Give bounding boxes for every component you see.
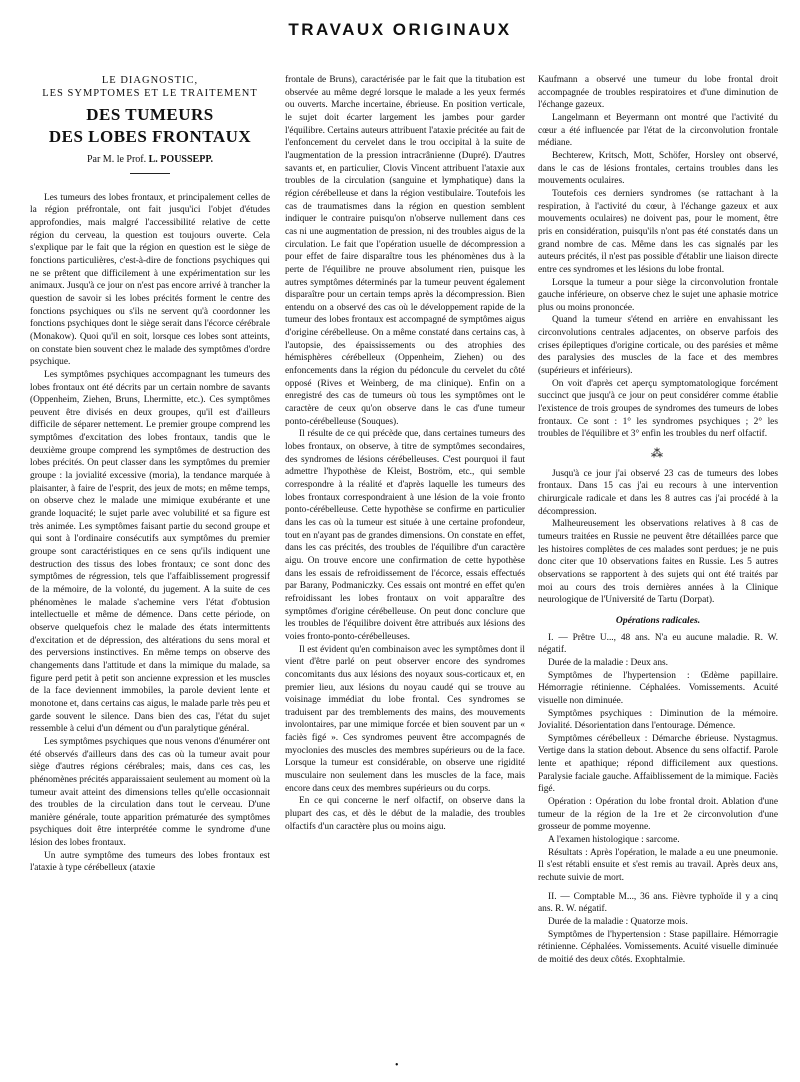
- subheading-radical-operations: Opérations radicales.: [615, 614, 701, 626]
- paragraph: Les symptômes psychiques que nous venons d'énumérer ont été observés d'ailleurs dans des cas où la tumeur avait pour siège d'autres régions cérébrales; mais, dans ces cas, les phénomènes précités apparaissaient seulement au moment où la tumeur avait atteint des dimensions telles qu'elle occasionnait des troubles de la circulation dans tout le cerveau. D'une manière générale, toute apparition prématurée des symptômes psychiques doit être interprétée comme le syndrome d'une lésion des lobes frontaux.: [30, 736, 270, 849]
- case-line: Résultats : Après l'opération, le malade a eu une pneumonie. Il s'est rétabli ensuite et s'est remis au travail. Après deux ans, rechute suivie de mort.: [538, 847, 778, 884]
- case-line: Symptômes psychiques : Diminution de la mémoire. Jovialité. Désorientation dans l'entourage. Démence.: [538, 708, 778, 732]
- paragraph: Les tumeurs des lobes frontaux, et principalement celles de la région préfrontale, ont fait jusqu'ici l'objet d'études approfondies, mais malgré l'accessibilité relative de cette région du cerveau, la question est toujours ouverte. Cela s'explique par le fait que la région en question est le siège de fonctions particulières, c'est-à-dire de fonctions psychiques qui ne se prêtent que difficilement à une expérimentation sur les animaux. Jusqu'à ce jour on n'est pas encore arrivé à trancher la question de savoir si les lobes précités forment le centre des fonctions psychiques ou s'ils ne servent qu'à coordonner les fonctions psychiques dont le siège serait dans l'écorce cérébrale (Monakow). Quoi qu'il en soit, lorsque ces lobes sont atteints, on constate bien souvent chez le malade des symptômes d'ordre psychique.: [30, 192, 270, 368]
- case-line: Durée de la maladie : Deux ans.: [548, 657, 669, 668]
- paragraph: Bechterew, Kritsch, Mott, Schöfer, Horsley ont observé, dans le cas de lésions frontales, certains troubles dans les mouvements oculaires.: [538, 150, 778, 187]
- kicker-2: LES SYMPTOMES ET LE TRAITEMENT: [42, 88, 258, 99]
- paragraph: Quand la tumeur s'étend en arrière en envahissant les circonvolutions centrales adjacentes, on observe parfois des crises épileptiques d'origine corticale, ou des parésies et même des paralysies des muscles de la face et des membres (supérieurs et inférieurs).: [538, 315, 778, 377]
- case-line: Opération : Opération du lobe frontal droit. Ablation d'une tumeur de la région de la 1re et 2e circonvolution d'une grosseur de pomme moyenne.: [538, 797, 778, 833]
- paragraph: On voit d'après cet aperçu symptomatologique forcément succinct que jusqu'à ce jour on peut considérer comme établie l'existence de trois groupes de syndromes des tumeurs de lobes frontaux. Ce sont : 1° les syndromes psychiques ; 2° les troubles de l'équilibre et 3° enfin les troubles du nerf olfactif.: [538, 378, 778, 440]
- case-line: II. — Comptable M..., 36 ans. Fièvre typhoïde il y a cinq ans. R. W. négatif.: [538, 891, 778, 915]
- title-line-1: DES TUMEURS: [86, 105, 214, 124]
- paragraph: Kaufmann a observé une tumeur du lobe frontal droit accompagnée de troubles respiratoires et d'une diminution de l'échange gazeux.: [538, 75, 778, 111]
- article-title-block: [30, 74, 270, 174]
- running-head: TRAVAUX ORIGINAUX: [288, 20, 512, 39]
- column-1: [30, 74, 270, 1054]
- case-line: I. — Prêtre U..., 48 ans. N'a eu aucune maladie. R. W. négatif.: [538, 632, 778, 656]
- case-2: [538, 891, 778, 967]
- author-prefix: Par M. le Prof.: [86, 154, 147, 165]
- title-line-2: DES LOBES FRONTAUX: [48, 127, 252, 146]
- paragraph: Toutefois ces derniers syndromes (se rattachant à la respiration, à l'activité du cœur, à l'échange gazeux et aux mouvements oculaires) ne doivent pas, pour le moment, être pris en considération, puisqu'ils n'ont pas été constatés dans un grand nombre de cas. Même dans les cas signalés par les auteurs précités, il n'est pas possible d'établir une liaison directe entre ces syndromes et les lésions du lobe frontal.: [538, 188, 778, 275]
- case-line: Symptômes de l'hypertension : Œdème papillaire. Hémorragie rétinienne. Céphalées. Vomissements. Acuité visuelle non diminuée.: [538, 670, 778, 706]
- page-number: •: [395, 1060, 399, 1071]
- column-2: [285, 74, 525, 1054]
- paragraph: Langelmann et Beyermann ont montré que l'activité du cœur a été influencée par l'état de la circonvolution frontale médiane.: [538, 112, 778, 149]
- paragraph: frontale de Bruns), caractérisée par le fait que la titubation est observée au même degré lorsque le malade a les yeux fermés ou ouverts. Marche incertaine, ébrieuse. En position verticale, le sujet doit écarter largement les jambes pour garder l'équilibre. Certains auteurs attribuent l'ataxie précitée au fait de l'enfoncement du cervelet dans le trou occipital à la suite de l'augmentation de la pression intracrânienne (Dupré). D'autres savants et, en particulier, Clovis Vincent attribuent l'ataxie aux troubles de la circulation (sanguine et lymphatique) dans la région cérébelleuse et dans la région vestibulaire. Toutefois les cas de traumatismes dans la région en question semblent indiquer le contraire puisqu'on n'observe nullement dans ces cas ni une augmentation de pression, ni des troubles aigus de la circulation. Le fait que l'opération usuelle de décompression a pour effet de faire disparaître tous les phénomènes dus à la perte de l'équilibre ne prouve absolument rien, puisque les autres symptômes déterminés par la tumeur peuvent également disparaître pour un certain temps après la décompression. Bien entendu on a observé des cas où le développement rapide de la tumeur des lobes frontaux est accompagné de symptômes aigus d'origine cérébelleuse. On a même constaté dans certains cas, à l'autopsie, des épaississements ou des atrophies des hémisphères cérébelleux (Oppenheim, Ziehen) ou des enfoncements dans la région du pédoncule du cervelet du côté opposé (Rives et Weinberg, de ma clinique). Enfin on a enregistré des cas de tumeurs où tous les symptômes ont le caractère de ceux qu'on observe dans le cas d'une tumeur ponto-cérébelleuse (Souques).: [285, 75, 525, 427]
- author-line: [30, 154, 270, 167]
- case-1: [538, 632, 778, 885]
- paragraph: Il résulte de ce qui précède que, dans certaines tumeurs des lobes frontaux, on observe, à titre de symptômes secondaires, des syndromes de lésions cérébelleuses. C'est pourquoi il faut admettre l'hypothèse de Kleist, Boström, etc., qui semble correspondre à la réalité et d'après laquelle les tumeurs des lobes frontaux correspondraient à une lésion de la voie fronto ponto-cérébelleuse. Cette hypothèse se confirme en particulier dans les cas où la tumeur est située à une certaine profondeur, tout en n'ayant pas de grandes dimensions. On constate en effet, dans les cas précités, des troubles de l'équilibre d'un caractère aigu. On trouve encore une confirmation de cette hypothèse dans les essais de refroidissement de l'écorce, essais effectués par Barany, Podmaniczky. Ces essais ont montré en effet qu'en refroidissant les lobes frontaux on voit apparaître des symptômes d'origine cérébelleuse. On peut donc conclure que les troubles de l'équilibre doivent être attribués aux lésions des voies fronto-ponto-cérébelleuses.: [285, 429, 525, 642]
- paragraph: Jusqu'à ce jour j'ai observé 23 cas de tumeurs des lobes frontaux. Dans 15 cas j'ai eu recours à une intervention chirurgicale radicale et dans les 8 autres cas j'ai procédé à la décompression.: [538, 468, 778, 517]
- title-separator: [130, 173, 170, 174]
- paragraph: Les symptômes psychiques accompagnant les tumeurs des lobes frontaux ont été décrits par un certain nombre de savants (Oppenheim, Ziehen, Bruns, Lhermitte, etc.). Ces symptômes peuvent être divisés en deux groupes, qu'il est d'ailleurs difficile de séparer nettement. Le premier groupe comprend les symptômes d'excitation des lobes frontaux, tandis que le deuxième groupe comprend les symptômes de destruction des lobes précités. On peut classer dans les symptômes du premier groupe : la jovialité excessive (moria), la tendance marquée à plaisanter, à faire de l'esprit, des jeux de mots; en même temps, on observe chez le malade une mimique exubérante et une grande loquacité; le sujet parle avec volubilité et sa figure est très animée. Les symptômes faisant partie du second groupe et qui sont à l'ordinaire consécutifs aux symptômes du premier groupe sont caractéristiques en ce sens qu'ils indiquent une destruction des tissus des lobes frontaux; ce sont donc des symptômes de régression, tels que l'affaiblissement progressif de la mémoire, de la volonté, du jugement. A la suite de ces phénomènes le malade s'achemine vers l'état d'obtusion intellectuelle et même de démence. Dans cette période, on observe quelquefois chez le malade des états intermittents d'excitation et de dépression, des altérations du sens moral et des perversions instinctives. En même temps on observe des changements dans l'attitude et dans la mimique du malade, sa figure perd petit à petit son ancienne expression et les muscles de la face deviennent immobiles, la parole devient lente et monotone et, dans certains cas aigus, le malade parle très peu et garde souvent le silence. Dans bien des cas, l'état du sujet ressemble à celui d'un dément ou d'un paralytique général.: [30, 369, 270, 735]
- paragraph: Malheureusement les observations relatives à 8 cas de tumeurs traitées en Russie ne peuvent être détaillées parce que les histoires complètes de ces malades sont perdues; je ne puis donc citer que 10 observations faites en Russie. Les 5 autres observations se rapportent à des sujets qui ont été traités par moi au cours des trois dernières années à la Clinique neurologique de l'Université de Tartu (Dorpat).: [538, 519, 778, 606]
- paragraph: Lorsque la tumeur a pour siège la circonvolution frontale gauche inférieure, on observe chez le sujet une aphasie motrice plus ou moins prononcée.: [538, 277, 778, 313]
- case-line: A l'examen histologique : sarcome.: [548, 835, 680, 846]
- column-3: [538, 74, 778, 1054]
- section-stars: ⁂: [651, 446, 665, 461]
- paragraph: Un autre symptôme des tumeurs des lobes frontaux est l'ataxie à type cérébelleux (ataxie: [30, 850, 270, 874]
- paragraph: Il est évident qu'en combinaison avec les symptômes dont il vient d'être parlé on peut observer encore des syndromes concomitants dus aux lésions des noyaux sous-corticaux et, en premier lieu, aux lésions du noyau caudé qui se trouve au voisinage immédiat du lobe frontal. Ces syndromes se traduisent par des tremblements des mains, des mouvements involontaires, par une mimique forcée et bien souvent par un « faciès figé ». Ces syndromes peuvent être accompagnés de myoclonies des muscles des membres supérieurs ou de la face. Lorsque la tumeur est considérable, on observe une rigidité musculaire non seulement dans les muscles de la face, mais encore dans ceux des membres supérieurs ou du corps.: [285, 644, 525, 794]
- case-line: Symptômes de l'hypertension : Stase papillaire. Hémorragie rétinienne. Céphalées. Vomissements. Acuité visuelle diminuée de moitié des deux côtés. Exophtalmie.: [538, 929, 778, 965]
- kicker-1: LE DIAGNOSTIC,: [101, 75, 199, 86]
- paragraph: En ce qui concerne le nerf olfactif, on observe dans la plupart des cas, et dès le début de la maladie, des troubles olfactifs d'un caractère plus ou moins aigu.: [285, 796, 525, 832]
- case-line: Durée de la maladie : Quatorze mois.: [548, 917, 688, 927]
- case-line: Symptômes cérébelleux : Démarche ébrieuse. Nystagmus. Vertige dans la station debout. Absence du sens olfactif. Parole lente et apathique; répond difficilement aux questions. Paralysie faciale gauche. Affaiblissement de la mimique. Faciès figé.: [538, 733, 778, 795]
- author-name: L. POUSSEPP.: [148, 154, 214, 165]
